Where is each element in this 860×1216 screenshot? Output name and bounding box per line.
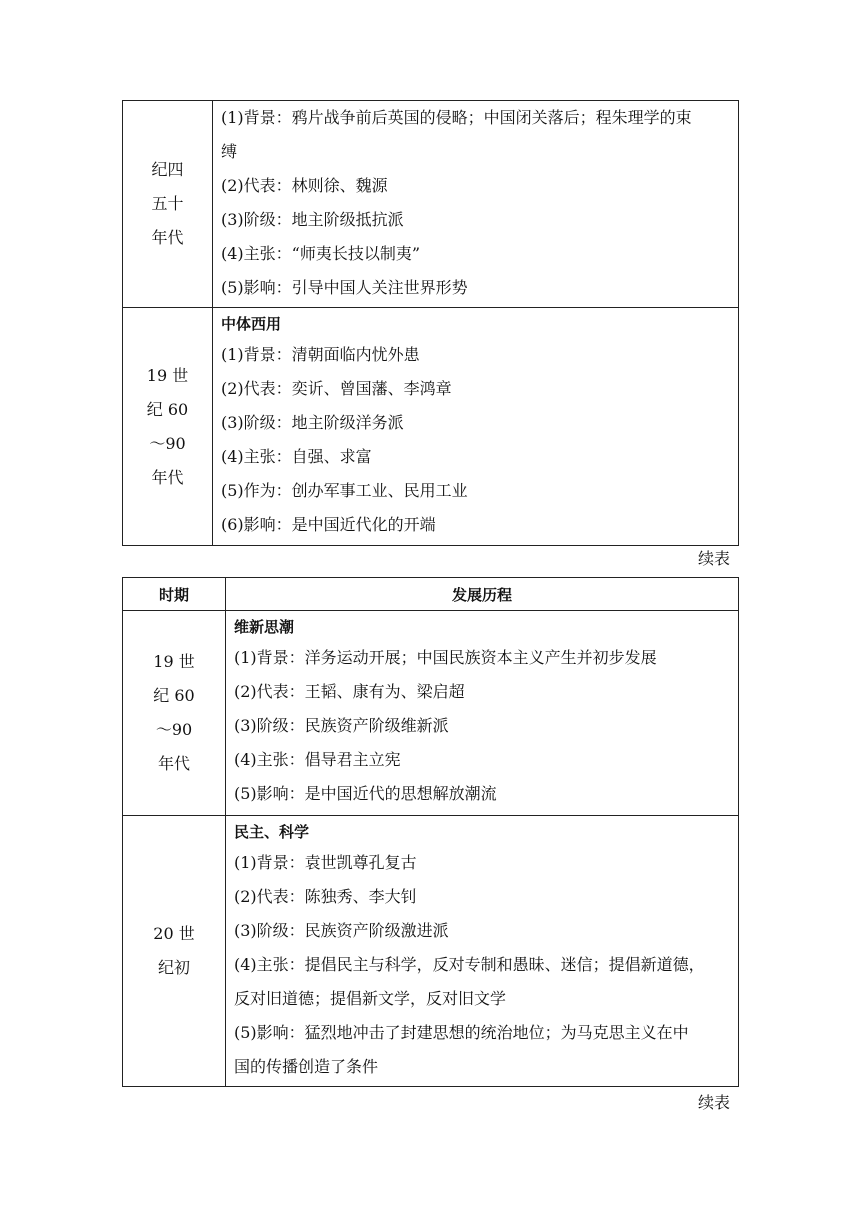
column-header-progress: 发展历程 [226, 578, 739, 611]
content-line: (3)阶级：民族资产阶级激进派 [234, 921, 449, 940]
content-line: (4)主张：“师夷长技以制夷” [221, 244, 421, 263]
section-heading: 民主、科学 [234, 823, 310, 841]
content-line: (5)作为：创办军事工业、民用工业 [221, 481, 468, 500]
content-line: 反对旧道德；提倡新文学，反对旧文学 [234, 989, 507, 1008]
content-cell [213, 308, 739, 546]
continued-label: 续表 [697, 549, 730, 568]
content-line: (2)代表：奕䜣、曾国藩、李鸿章 [221, 379, 452, 398]
content-line: (4)主张：自强、求富 [221, 447, 372, 466]
continued-label: 续表 [697, 1093, 730, 1112]
history-table-part2 [122, 577, 739, 1087]
content-line: (2)代表：陈独秀、李大钊 [234, 887, 417, 906]
content-line: (3)阶级：民族资产阶级维新派 [234, 716, 449, 735]
period-line: ～90 [155, 720, 193, 739]
content-line: (3)阶级：地主阶级洋务派 [221, 413, 404, 432]
section-heading: 中体西用 [221, 315, 282, 333]
period-line: 年代 [157, 754, 190, 773]
table-row [123, 101, 739, 308]
period-line: 20 世 [153, 924, 195, 943]
period-line: ～90 [149, 433, 186, 453]
period-line: 五十 [151, 194, 184, 213]
content-line: (3)阶级：地主阶级抵抗派 [221, 210, 404, 229]
period-line: 纪 60 [153, 686, 195, 705]
content-line: (6)影响：是中国近代化的开端 [221, 515, 436, 534]
period-line: 年代 [151, 228, 184, 247]
period-line: 19 世 [153, 652, 195, 671]
period-cell [123, 308, 213, 546]
content-line: (1)背景：洋务运动开展；中国民族资本主义产生并初步发展 [234, 648, 657, 667]
content-cell [213, 101, 739, 308]
content-cell [226, 816, 739, 1087]
table-row [123, 816, 739, 1087]
content-line: (2)代表：王韬、康有为、梁启超 [234, 682, 465, 701]
content-cell [226, 611, 739, 816]
period-line: 纪四 [151, 160, 184, 179]
content-line: (1)背景：清朝面临内忧外患 [221, 345, 420, 364]
content-line: (5)影响：猛烈地冲击了封建思想的统治地位；为马克思主义在中 [234, 1023, 689, 1042]
content-line: (4)主张：提倡民主与科学，反对专制和愚昧、迷信；提倡新道德， [234, 955, 705, 974]
period-cell [123, 611, 226, 816]
period-line: 纪 60 [146, 399, 189, 419]
content-line: (1)背景：鸦片战争前后英国的侵略；中国闭关落后；程朱理学的束 [221, 108, 692, 127]
table-header-row [123, 578, 739, 611]
content-line: (1)背景：袁世凯尊孔复古 [234, 853, 417, 872]
period-line: 19 世 [146, 365, 189, 385]
content-line: (5)影响：引导中国人关注世界形势 [221, 278, 468, 297]
content-line: (5)影响：是中国近代的思想解放潮流 [234, 784, 497, 803]
content-line: 国的传播创造了条件 [234, 1057, 379, 1076]
period-line: 纪初 [157, 958, 190, 977]
table-row [123, 611, 739, 816]
period-cell [123, 101, 213, 308]
section-heading: 维新思潮 [234, 618, 295, 636]
content-line: (2)代表：林则徐、魏源 [221, 176, 388, 195]
content-line: (4)主张：倡导君主立宪 [234, 750, 401, 769]
column-header-period: 时期 [123, 578, 226, 611]
history-table-part1 [122, 100, 739, 546]
period-cell [123, 816, 226, 1087]
table-row [123, 308, 739, 546]
period-line: 年代 [151, 467, 184, 487]
content-line: 缚 [221, 142, 238, 161]
